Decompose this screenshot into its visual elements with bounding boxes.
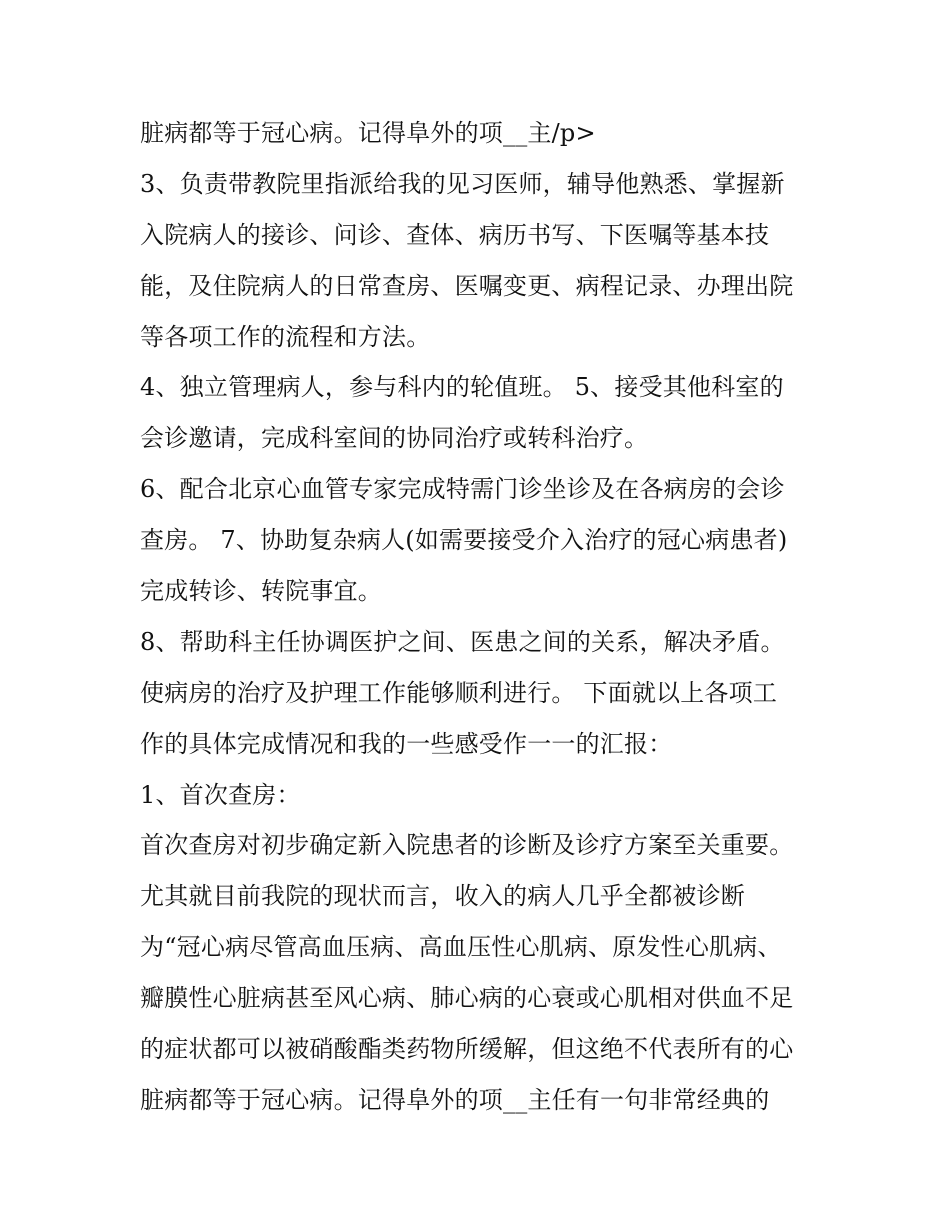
text-line: 4、独立管理病人，参与科内的轮值班。 5、接受其他科室的 [140, 373, 784, 402]
text-line: 1、首次查房： [140, 780, 301, 809]
text-line: 脏病都等于冠心病。记得阜外的项__主/p> [140, 119, 596, 147]
text-line: 6、配合北京心血管专家完成特需门诊坐诊及在各病房的会诊 [140, 475, 785, 504]
text-line: 为“冠心病尽管高血压病、高血压性心肌病、原发性心肌病、 [140, 933, 782, 962]
text-line: 会诊邀请，完成科室间的协同治疗或转科治疗。 [140, 424, 649, 453]
text-line: 的症状都可以被硝酸酯类药物所缓解，但这绝不代表所有的心 [140, 1035, 794, 1064]
text-line: 使病房的治疗及护理工作能够顺利进行。 下面就以上各项工 [140, 678, 778, 707]
document-body [140, 108, 830, 1126]
text-line: 8、帮助科主任协调医护之间、医患之间的关系，解决矛盾。 [140, 627, 785, 656]
text-line: 首次查房对初步确定新入院患者的诊断及诊疗方案至关重要。 [140, 831, 794, 860]
text-line: 瓣膜性心脏病甚至风心病、肺心病的心衰或心肌相对供血不足 [140, 984, 794, 1013]
text-line: 3、负责带教院里指派给我的见习医师，辅导他熟悉、掌握新 [140, 169, 785, 198]
text-line: 作的具体完成情况和我的一些感受作一一的汇报： [140, 729, 673, 758]
text-line: 查房。 7、协助复杂病人(如需要接受介入治疗的冠心病患者) [140, 526, 788, 555]
text-line: 完成转诊、转院事宜。 [140, 577, 382, 606]
text-line: 能，及住院病人的日常查房、医嘱变更、病程记录、办理出院 [140, 271, 794, 300]
text-line: 等各项工作的流程和方法。 [140, 322, 431, 351]
text-line: 脏病都等于冠心病。记得阜外的项__主任有一句非常经典的 [140, 1085, 770, 1114]
text-line: 入院病人的接诊、问诊、查体、病历书写、下医嘱等基本技 [140, 220, 770, 249]
text-line: 尤其就目前我院的现状而言，收入的病人几乎全都被诊断 [140, 882, 745, 911]
